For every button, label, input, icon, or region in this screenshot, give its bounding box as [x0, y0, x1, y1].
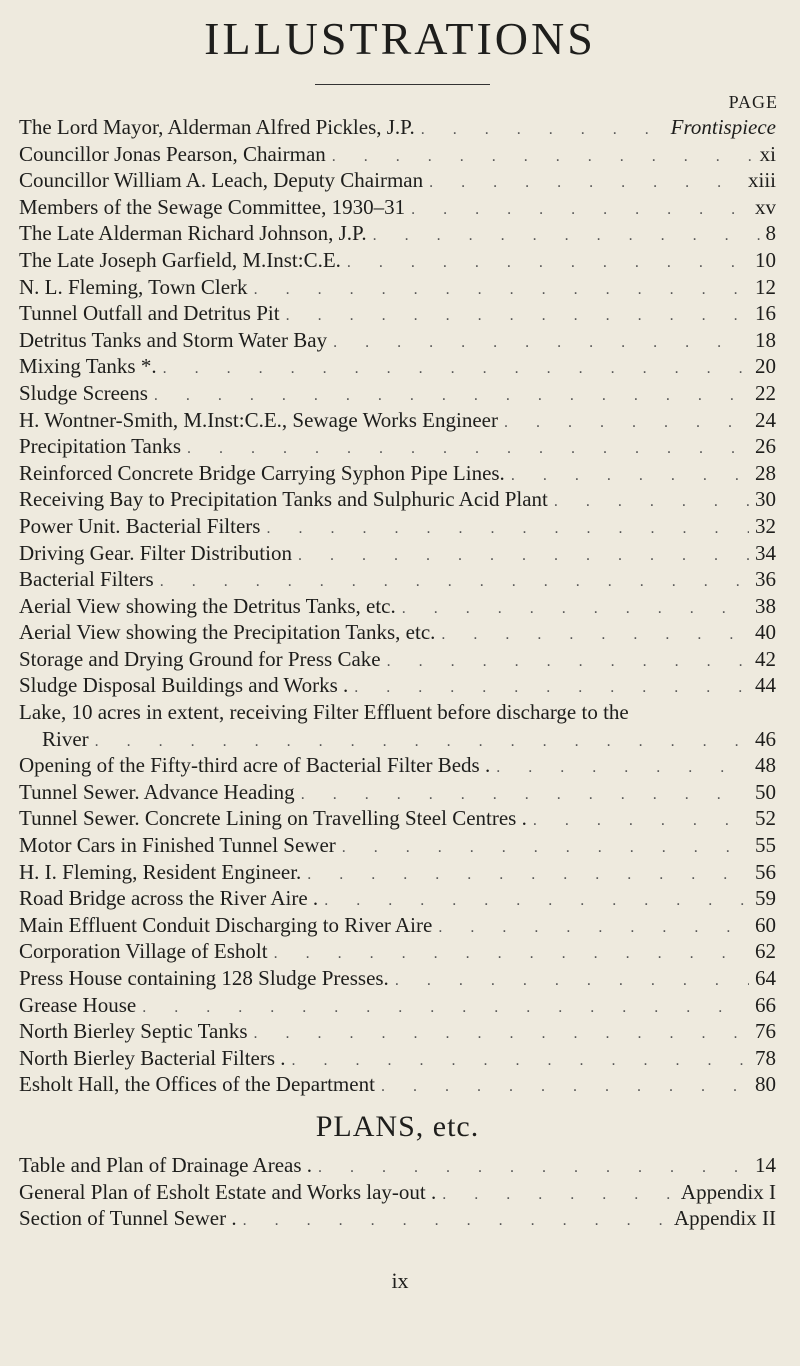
dot-leader [286, 303, 749, 327]
entry-page: 44 [755, 673, 776, 698]
illustration-entry[interactable] [19, 859, 776, 886]
entry-title: Grease House [19, 992, 137, 1017]
illustration-entry-frontispiece[interactable] [19, 114, 776, 141]
dot-leader [496, 755, 749, 779]
entry-title: H. Wontner-Smith, M.Inst:C.E., Sewage Works Engineer [19, 407, 498, 432]
entry-page: 55 [755, 833, 776, 858]
dot-leader [332, 144, 754, 168]
entry-title: Bacterial Filters [19, 567, 154, 592]
plan-entry[interactable] [19, 1205, 776, 1232]
entry-page: 30 [755, 487, 776, 512]
entry-title: Main Effluent Conduit Discharging to River Aire [19, 912, 433, 937]
entry-title: Aerial View showing the Detritus Tanks, etc. [19, 593, 396, 618]
entry-title: The Lord Mayor, Alderman Alfred Pickles, J.P. [19, 115, 415, 139]
entry-title: Corporation Village of Esholt [19, 939, 268, 964]
entry-page: 76 [755, 1019, 776, 1044]
entry-page: 48 [755, 753, 776, 778]
entry-page: 38 [755, 593, 776, 618]
illustration-entry[interactable] [19, 220, 776, 247]
dot-leader [429, 170, 742, 194]
entry-title: H. I. Fleming, Resident Engineer. [19, 859, 302, 884]
entry-title: Driving Gear. Filter Distribution [19, 540, 292, 565]
entry-page: 56 [755, 859, 776, 884]
entry-page: xi [759, 141, 776, 166]
entry-page: 66 [755, 992, 776, 1017]
entry-title: Mixing Tanks *. [19, 354, 157, 379]
dot-leader [511, 463, 749, 487]
illustration-entry[interactable] [19, 513, 776, 540]
entry-title: N. L. Fleming, Town Clerk [19, 274, 248, 299]
illustration-entry[interactable] [19, 380, 776, 407]
illustration-entry[interactable] [19, 992, 776, 1019]
entry-page: 50 [755, 779, 776, 804]
entry-page: 20 [755, 354, 776, 379]
illustration-entry-first-line[interactable]: Lake, 10 acres in extent, receiving Filter Effluent before discharge to the [19, 700, 629, 725]
dot-leader [254, 277, 749, 301]
dot-leader [307, 862, 749, 886]
illustration-entry[interactable] [19, 194, 776, 221]
entry-title: Receiving Bay to Precipitation Tanks and Sulphuric Acid Plant [19, 487, 548, 512]
entry-title: North Bierley Bacterial Filters . [19, 1045, 286, 1070]
illustration-entry[interactable] [19, 141, 776, 168]
dot-leader [324, 888, 749, 912]
entry-title: Sludge Screens [19, 380, 148, 405]
entry-title: The Late Alderman Richard Johnson, J.P. [19, 221, 367, 246]
entry-title: Detritus Tanks and Storm Water Bay [19, 327, 328, 352]
illustration-entry[interactable] [19, 593, 776, 620]
dot-leader [402, 596, 749, 620]
dot-leader [243, 1208, 668, 1232]
entry-title: Tunnel Outfall and Detritus Pit [19, 301, 280, 326]
page-number: ix [391, 1268, 409, 1293]
entry-title: Press House containing 128 Sludge Presses. [19, 966, 389, 990]
entry-page: 36 [755, 567, 776, 592]
entry-title: Opening of the Fifty-third acre of Bacterial Filter Beds . [19, 753, 491, 778]
entry-page: 24 [755, 407, 776, 432]
entry-page: 14 [755, 1152, 776, 1177]
dot-leader [160, 569, 749, 593]
dot-leader [411, 197, 749, 221]
illustration-entry[interactable] [19, 247, 776, 274]
entry-title: Aerial View showing the Precipitation Tanks, etc. [19, 620, 436, 645]
dot-leader [163, 356, 749, 380]
entry-title: Councillor Jonas Pearson, Chairman [19, 141, 326, 166]
page-column-heading: PAGE [728, 92, 778, 112]
plans-heading: PLANS, etc. [315, 1109, 480, 1143]
dot-leader [442, 1182, 675, 1206]
illustration-entry[interactable] [19, 1018, 776, 1045]
page-title: ILLUSTRATIONS [204, 13, 596, 64]
entry-page: 32 [755, 513, 776, 538]
entry-page: Appendix I [680, 1179, 776, 1204]
entry-page: 12 [755, 274, 776, 299]
illustration-entry[interactable] [19, 433, 776, 460]
entry-page: 59 [755, 886, 776, 911]
entry-title: Section of Tunnel Sewer . [19, 1206, 237, 1231]
entry-page: 8 [765, 221, 776, 246]
entry-title: North Bierley Septic Tanks [19, 1019, 248, 1044]
entry-page: 28 [755, 460, 776, 485]
entry-title: Members of the Sewage Committee, 1930–31 [19, 194, 406, 219]
plan-entry[interactable] [19, 1152, 776, 1179]
dot-leader [154, 383, 749, 407]
dot-leader [533, 808, 749, 832]
entry-title: Esholt Hall, the Offices of the Department [19, 1072, 375, 1097]
dot-leader [254, 1021, 749, 1045]
entry-page: 64 [755, 966, 776, 990]
illustration-entry[interactable] [19, 300, 776, 327]
entry-title: Sludge Disposal Buildings and Works . [19, 673, 349, 698]
dot-leader [438, 915, 749, 939]
dot-leader [274, 941, 749, 965]
entry-title: Tunnel Sewer. Advance Heading [19, 779, 295, 804]
illustration-entry[interactable] [19, 1045, 776, 1072]
entry-page: 26 [755, 434, 776, 459]
illustrations-list [19, 114, 776, 1232]
title-rule [315, 84, 490, 85]
entry-title: Table and Plan of Drainage Areas . [19, 1152, 313, 1177]
illustration-entry[interactable] [19, 566, 776, 593]
entry-page: Frontispiece [670, 115, 776, 139]
entry-page: 18 [755, 327, 776, 352]
entry-page: xv [755, 194, 776, 219]
entry-page: 46 [755, 726, 776, 751]
entry-title: General Plan of Esholt Estate and Works lay-out . [19, 1179, 437, 1204]
illustration-entry[interactable] [19, 912, 776, 939]
entry-title: Power Unit. Bacterial Filters [19, 513, 261, 538]
illustration-entry[interactable] [19, 938, 776, 965]
entry-page: 52 [755, 806, 776, 831]
illustration-entry[interactable] [19, 1071, 776, 1098]
illustration-entry[interactable] [19, 407, 776, 434]
illustration-entry-continuation[interactable] [19, 726, 776, 753]
entry-title: Tunnel Sewer. Concrete Lining on Travelling Steel Centres . [19, 806, 527, 831]
entry-page: 78 [755, 1045, 776, 1070]
entry-title: Councillor William A. Leach, Deputy Chairman [19, 168, 424, 193]
dot-leader [187, 436, 749, 460]
dot-leader [298, 543, 749, 567]
dot-leader [354, 675, 749, 699]
entry-page: 42 [755, 646, 776, 671]
entry-page: 16 [755, 301, 776, 326]
entry-title: Motor Cars in Finished Tunnel Sewer [19, 833, 336, 858]
entry-title: The Late Joseph Garfield, M.Inst:C.E. [19, 247, 341, 272]
entry-page: Appendix II [673, 1206, 776, 1231]
entry-title: River [42, 726, 89, 751]
entry-title: Precipitation Tanks [19, 434, 182, 459]
illustration-entry[interactable] [19, 672, 776, 699]
dot-leader [95, 729, 749, 753]
entry-page: 60 [755, 912, 776, 937]
dot-leader [318, 1155, 749, 1179]
entry-page: 62 [755, 939, 776, 964]
entry-page: 40 [755, 620, 776, 645]
dot-leader [554, 489, 749, 513]
illustration-entry[interactable] [19, 460, 776, 487]
illustration-entry[interactable] [19, 540, 776, 567]
illustration-entry[interactable] [19, 752, 776, 779]
entry-page: 80 [755, 1072, 776, 1097]
dot-leader [342, 835, 749, 859]
dot-leader [373, 223, 760, 247]
dot-leader [347, 250, 749, 274]
illustration-entry[interactable] [19, 646, 776, 673]
dot-leader [395, 968, 749, 992]
entry-page: xiii [747, 168, 776, 193]
dot-leader [441, 622, 749, 646]
illustration-entry[interactable] [19, 779, 776, 806]
entry-page: 10 [755, 247, 776, 272]
entry-title: Storage and Drying Ground for Press Cake [19, 646, 381, 671]
entry-page: 34 [755, 540, 776, 565]
entry-title: Reinforced Concrete Bridge Carrying Syphon Pipe Lines. [19, 460, 505, 485]
entry-title: Road Bridge across the River Aire . [19, 886, 319, 911]
illustration-entry[interactable] [19, 965, 776, 992]
dot-leader [301, 782, 749, 806]
illustration-entry[interactable] [19, 832, 776, 859]
dot-leader [387, 649, 749, 673]
dot-leader [381, 1074, 749, 1098]
entry-page: 22 [755, 380, 776, 405]
illustration-entry[interactable] [19, 805, 776, 832]
dot-leader [333, 330, 749, 354]
dot-leader [421, 117, 665, 141]
illustration-entry[interactable] [19, 274, 776, 301]
illustration-entry[interactable] [19, 486, 776, 513]
illustration-entry[interactable] [19, 885, 776, 912]
illustration-entry[interactable] [19, 619, 776, 646]
illustration-entry[interactable] [19, 327, 776, 354]
plan-entry[interactable] [19, 1179, 776, 1206]
dot-leader [504, 410, 749, 434]
dot-leader [292, 1048, 749, 1072]
dot-leader [266, 516, 749, 540]
illustration-entry[interactable] [19, 167, 776, 194]
dot-leader [142, 995, 749, 1019]
illustration-entry[interactable] [19, 353, 776, 380]
